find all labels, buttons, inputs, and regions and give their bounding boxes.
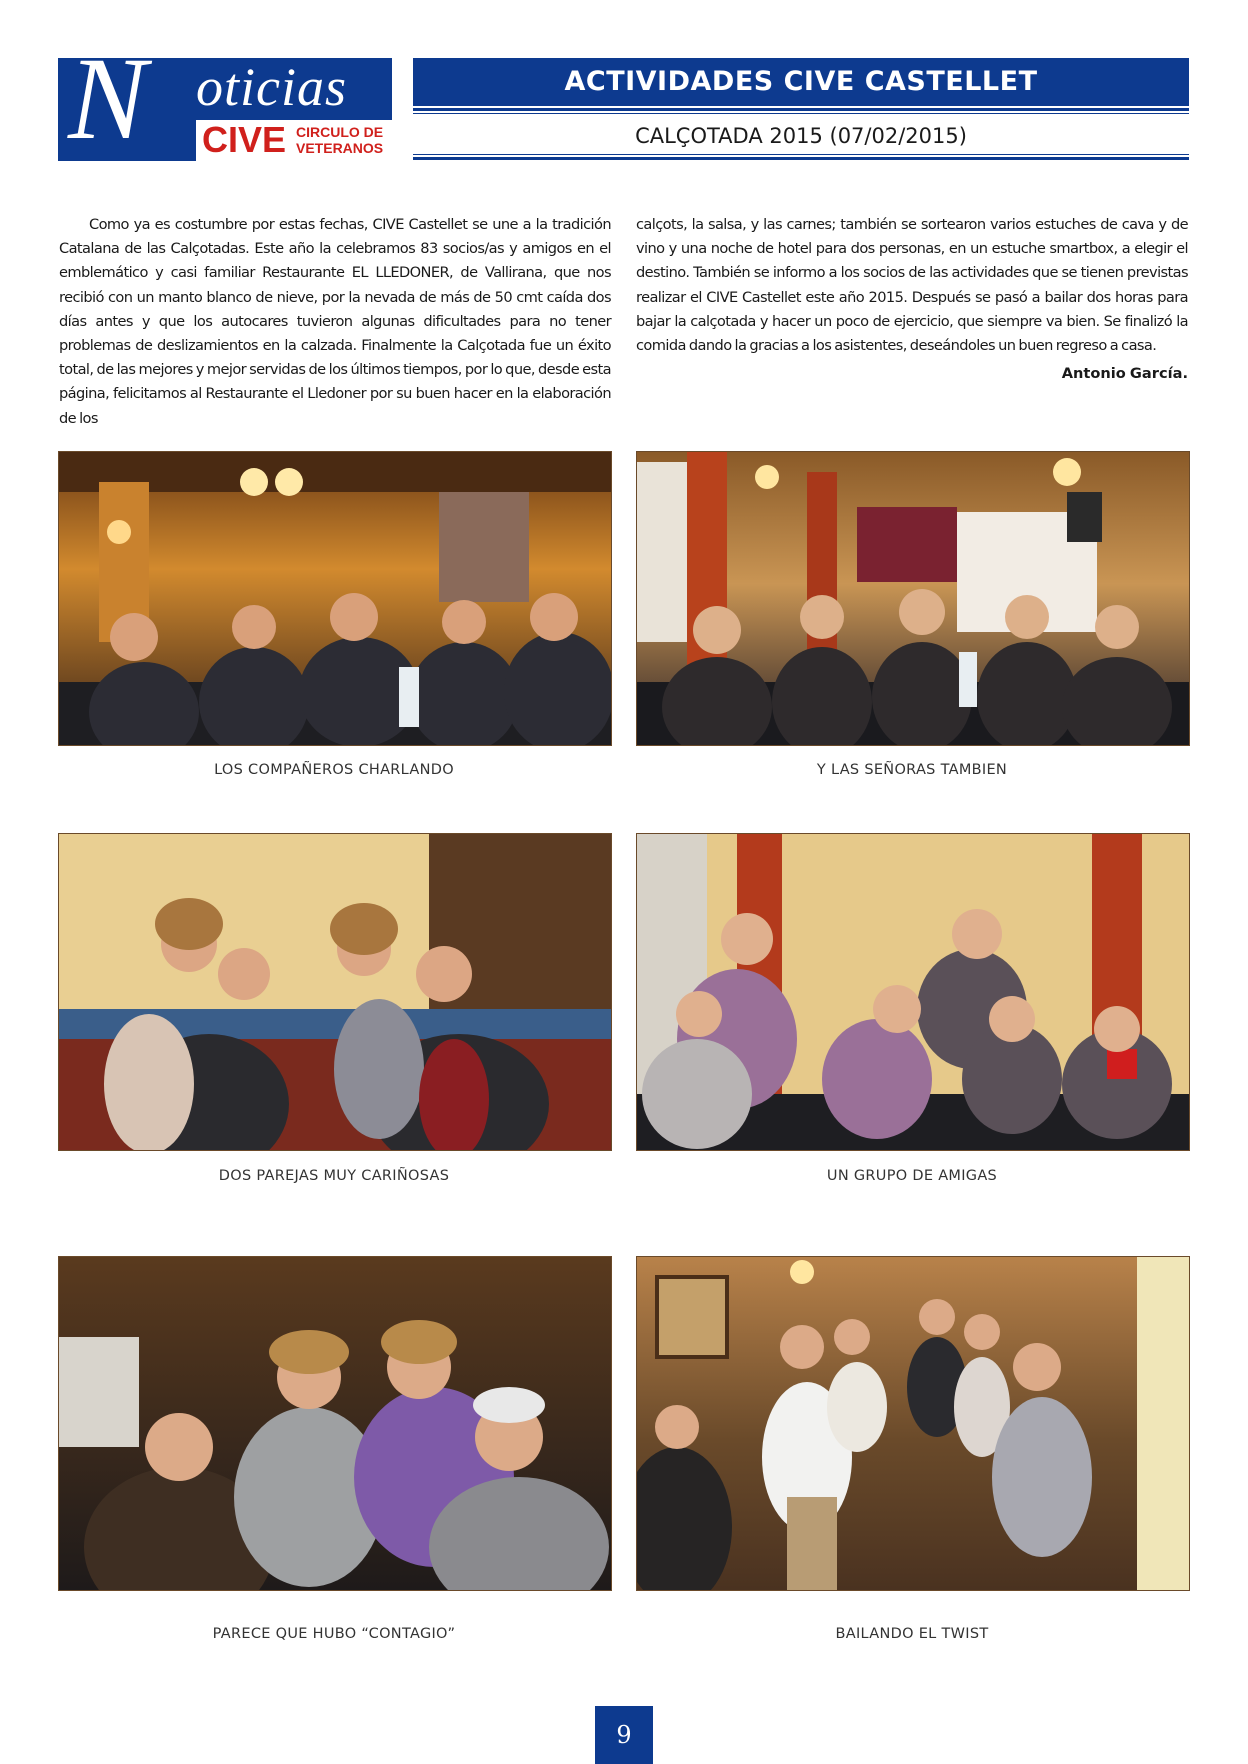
photo-caption-2: Y LAS SEÑORAS TAMBIEN [816, 762, 1008, 778]
photo-caption-5: PARECE QUE HUBO “CONTAGIO” [212, 1626, 456, 1642]
subtitle-rule-bottom [413, 157, 1189, 160]
photo-dos-parejas [58, 833, 612, 1151]
article-author: Antonio García. [1061, 365, 1188, 383]
photo-contagio [58, 1256, 612, 1591]
article-paragraph-1: Como ya es costumbre por estas fechas, CIVE Castellet se une a la tradición Catalana de las Calçotadas. Este año la celebramos 83 socios/as y amigos en el emblemático y casi familiar Restaurante EL LLEDONER, de Vallirana, que nos recibió con un manto blanco de nieve, por la nevada de más de 50 cmt caída dos días antes y que los autocares tuvieron algunas dificultades para no tener problemas de deslizamientos en la calzada. Finalmente la Calçotada fue un éxito total, de las mejores y mejor servidas de los últimos tiempos, por lo que, desde esta página, felicitamos al Restaurante el Lledoner por su buen hacer en la elaboración de los [59, 216, 611, 427]
logo-cive: CIVE [202, 119, 287, 160]
article-column-2 [636, 213, 1188, 386]
logo-sub-line2: VETERANOS [296, 140, 384, 156]
section-subtitle: CALÇOTADA 2015 (07/02/2015) [635, 124, 967, 148]
title-rule-top [413, 108, 1189, 111]
logo-initial: N [68, 58, 147, 161]
photo-caption-3: DOS PAREJAS MUY CARIÑOSAS [218, 1168, 450, 1184]
subtitle-rule-thin [413, 154, 1189, 155]
photo-grupo-amigas [636, 833, 1190, 1151]
logo-cive-box [196, 120, 392, 161]
page-number: 9 [595, 1706, 653, 1764]
article-column-1 [59, 213, 611, 431]
photo-twist [636, 1256, 1190, 1591]
section-title: ACTIVIDADES CIVE CASTELLET [413, 58, 1189, 106]
photo-caption-6: BAILANDO EL TWIST [835, 1626, 989, 1642]
photo-companeros [58, 451, 612, 746]
newsletter-logo [58, 58, 392, 161]
article-paragraph-2: calçots, la salsa, y las carnes; también se sortearon varios estuches de cava y de vino y una noche de hotel para dos personas, en un estuche smartbox, a elegir el destino. También se informo a los socios de las actividades que se tienen previstas realizar el CIVE Castellet este año 2015. Después se pasó a bailar dos horas para bajar la calçotada y hacer un poco de ejercicio, que siempre va bien. Se finalizó la comida dando la gracias a los asistentes, deseándoles un buen regreso a casa. [636, 216, 1188, 355]
title-rule-thin [413, 113, 1189, 114]
logo-subtitle [296, 124, 383, 156]
photo-senoras [636, 451, 1190, 746]
logo-word: oticias [196, 58, 347, 117]
logo-sub-line1: CIRCULO DE [296, 124, 384, 140]
photo-caption-4: UN GRUPO DE AMIGAS [826, 1168, 998, 1184]
photo-caption-1: LOS COMPAÑEROS CHARLANDO [214, 762, 454, 778]
